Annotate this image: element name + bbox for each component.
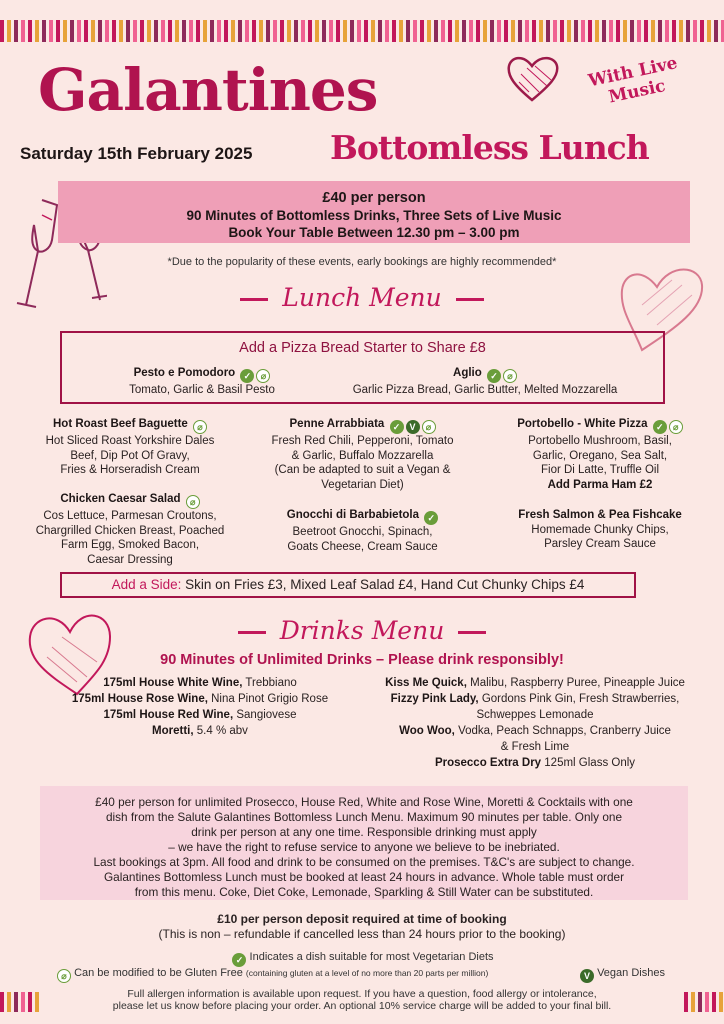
drink-item	[40, 723, 360, 739]
drink-desc: Nina Pinot Grigio Rose	[211, 693, 329, 705]
drink-desc: & Fresh Lime	[500, 741, 570, 753]
drink-item	[360, 723, 710, 755]
menu-item-desc: Parsley Cream Sauce	[544, 538, 656, 550]
menu-item-desc: Beef, Dip Pot Of Gravy,	[70, 449, 190, 462]
leaf-icon: ✓	[232, 953, 246, 967]
deposit-line: £10 per person deposit required at time of booking	[217, 912, 507, 926]
gluten-free-icon: ⌀	[186, 495, 200, 509]
drink-item	[360, 691, 710, 723]
pizza-starter-title: Add a Pizza Bread Starter to Share £8	[239, 340, 486, 356]
legend-veg	[0, 951, 724, 967]
menu-item-desc: Beetroot Gnocchi, Spinach,	[292, 526, 433, 538]
brand-title: Galantines	[38, 56, 378, 124]
menu-item-salmon	[490, 508, 710, 552]
menu-item-caesar	[20, 492, 240, 567]
drink-item	[40, 707, 360, 723]
terms-line: £40 per person for unlimited Prosecco, House Red, White and Rose Wine, Moretti & Cocktails with one	[95, 795, 633, 809]
vegan-icon: V	[580, 969, 594, 983]
pizza-item-name: Pesto e Pomodoro	[133, 367, 236, 379]
drinks-menu-title: Drinks Menu	[279, 616, 445, 645]
page-subtitle: Bottomless Lunch	[330, 128, 649, 167]
menu-item-desc: Fries & Horseradish Cream	[60, 464, 200, 476]
menu-item-desc: (Can be adapted to suit a Vegan &	[274, 464, 451, 476]
drink-desc: Sangiovese	[236, 709, 297, 721]
menu-item-desc: Fresh Red Chili, Pepperoni, Tomato	[271, 435, 454, 447]
legend-gf-note: (containing gluten at a level of no more than 20 parts per million)	[245, 968, 489, 978]
menu-item-desc: Chargrilled Chicken Breast, Poached	[35, 524, 225, 537]
leaf-icon: ✓	[487, 369, 501, 383]
leaf-icon: ✓	[424, 511, 438, 525]
terms-line: Last bookings at 3pm. All food and drink to be consumed on the premises. T&C's are subject to change.	[93, 855, 635, 869]
drink-name: Prosecco Extra Dry	[434, 757, 542, 769]
terms-box	[40, 786, 688, 900]
footer-line: Full allergen information is available upon request. If you have a question, food allergy or intolerance,	[127, 988, 597, 1000]
drink-desc: 5.4 % abv	[196, 725, 248, 737]
pizza-item-name: Aglio	[453, 367, 482, 379]
drink-name: 175ml House White Wine,	[103, 677, 243, 689]
drinks-music-line: 90 Minutes of Bottomless Drinks, Three Sets of Live Music	[186, 208, 562, 223]
menu-item-extra: Add Parma Ham £2	[547, 478, 653, 491]
top-stripe-border	[0, 20, 724, 42]
menu-item-name: Portobello - White Pizza	[517, 418, 648, 430]
drinks-list-left	[40, 675, 360, 739]
drink-item	[360, 675, 710, 691]
menu-item-gnocchi	[250, 508, 475, 554]
menu-item-name: Fresh Salmon & Pea Fishcake	[518, 509, 682, 521]
menu-item-name: Gnocchi di Barbabietola	[286, 509, 420, 521]
legend-veg-text: Indicates a dish suitable for most Vegetarian Diets	[249, 951, 494, 963]
menu-item-desc: Portobello Mushroom, Basil,	[528, 435, 672, 447]
bottom-stripe-left	[0, 992, 40, 1012]
deposit-info	[0, 912, 724, 942]
event-date: Saturday 15th February 2025	[20, 144, 253, 163]
booking-window-line: Book Your Table Between 12.30 pm – 3.00 pm	[228, 225, 520, 240]
legend-gf	[55, 967, 565, 983]
drinks-menu-heading	[0, 616, 724, 645]
bottom-stripe-right	[684, 992, 724, 1012]
leaf-icon: ✓	[653, 420, 667, 434]
terms-line: – we have the right to refuse service to anyone we believe to be inebriated.	[168, 840, 560, 854]
drinks-subheading: 90 Minutes of Unlimited Drinks – Please drink responsibly!	[160, 652, 564, 668]
menu-item-desc: Caesar Dressing	[87, 553, 173, 566]
drink-desc: Schweppes Lemonade	[476, 709, 594, 721]
menu-item-penne	[250, 417, 475, 492]
lunch-menu-heading	[0, 283, 724, 312]
legend-vegan-text: Vegan Dishes	[597, 967, 665, 979]
gluten-free-icon: ⌀	[256, 369, 270, 383]
menu-item-name: Penne Arrabbiata	[289, 418, 385, 430]
allergen-footer	[0, 988, 724, 1012]
deposit-line: (This is non – refundable if cancelled less than 24 hours prior to the booking)	[158, 927, 566, 941]
drink-desc: Gordons Pink Gin, Fresh Strawberries,	[481, 693, 680, 705]
drink-name: Fizzy Pink Lady,	[390, 693, 479, 705]
pizza-item-desc: Tomato, Garlic & Basil Pesto	[129, 384, 275, 396]
drink-item	[40, 691, 360, 707]
terms-line: dish from the Salute Galantines Bottomless Lunch Menu. Maximum 90 minutes per table. Only one	[105, 810, 623, 824]
drink-item	[360, 755, 710, 771]
heart-icon	[505, 52, 560, 104]
pizza-item	[92, 366, 312, 398]
gluten-free-icon: ⌀	[422, 420, 436, 434]
drink-name: 175ml House Rose Wine,	[71, 693, 208, 705]
drink-name: Woo Woo,	[399, 725, 455, 737]
drink-name: Kiss Me Quick,	[385, 677, 467, 689]
gluten-free-icon: ⌀	[669, 420, 683, 434]
menu-item-desc: Cos Lettuce, Parmesan Croutons,	[43, 510, 217, 522]
footer-line: please let us know before placing your order. An optional 10% service charge will be added to your final bill.	[112, 1000, 612, 1012]
menu-item-desc: Vegetarian Diet)	[321, 478, 404, 491]
menu-item-desc: Goats Cheese, Cream Sauce	[287, 540, 438, 553]
menu-item-desc: Fior Di Latte, Truffle Oil	[540, 464, 660, 476]
sides-box	[60, 572, 636, 598]
drink-desc: 125ml Glass Only	[544, 757, 636, 769]
menu-item-desc: Homemade Chunky Chips,	[531, 523, 669, 536]
terms-line: from this menu. Coke, Diet Coke, Lemonade, Sparkling & Still Water can be substituted.	[134, 885, 594, 899]
menu-item-name: Chicken Caesar Salad	[60, 493, 181, 505]
leaf-icon: ✓	[240, 369, 254, 383]
drink-name: Moretti,	[152, 725, 194, 737]
menu-item-desc: Farm Egg, Smoked Bacon,	[60, 539, 200, 551]
pizza-item	[330, 366, 640, 398]
legend-gf-text: Can be modified to be Gluten Free	[74, 967, 243, 979]
leaf-icon: ✓	[390, 420, 404, 434]
drink-item	[40, 675, 360, 691]
drink-desc: Malibu, Raspberry Puree, Pineapple Juice	[470, 677, 685, 689]
gluten-free-icon: ⌀	[503, 369, 517, 383]
gluten-free-icon: ⌀	[193, 420, 207, 434]
menu-item-desc: Garlic, Oregano, Sea Salt,	[532, 449, 668, 462]
terms-line: Galantines Bottomless Lunch must be booked at least 24 hours in advance. Whole table must order	[103, 870, 624, 884]
drink-name: 175ml House Red Wine,	[103, 709, 234, 721]
drinks-list-right	[360, 675, 710, 771]
price-box	[58, 181, 690, 243]
vegan-icon: V	[406, 420, 420, 434]
menu-item-desc: & Garlic, Buffalo Mozzarella	[291, 449, 434, 462]
legend-vegan	[578, 967, 698, 983]
sides-list: Skin on Fries £3, Mixed Leaf Salad £4, Hand Cut Chunky Chips £4	[185, 577, 585, 592]
lunch-menu-title: Lunch Menu	[282, 283, 442, 312]
terms-line: drink per person at any one time. Responsible drinking must apply	[191, 825, 537, 839]
menu-item-portobello	[490, 417, 710, 492]
menu-item-desc: Hot Sliced Roast Yorkshire Dales	[45, 435, 215, 447]
price-line: £40 per person	[322, 190, 426, 206]
gluten-free-icon: ⌀	[57, 969, 71, 983]
booking-notice: *Due to the popularity of these events, early bookings are highly recommended*	[167, 256, 557, 268]
menu-item-name: Hot Roast Beef Baguette	[52, 418, 188, 430]
drink-desc: Trebbiano	[245, 677, 297, 689]
drink-desc: Vodka, Peach Schnapps, Cranberry Juice	[458, 725, 671, 737]
live-music-badge: With Live Music	[586, 53, 680, 108]
pizza-item-desc: Garlic Pizza Bread, Garlic Butter, Melted Mozzarella	[352, 384, 618, 396]
sides-label: Add a Side:	[111, 577, 182, 592]
menu-item-beef	[20, 417, 240, 478]
